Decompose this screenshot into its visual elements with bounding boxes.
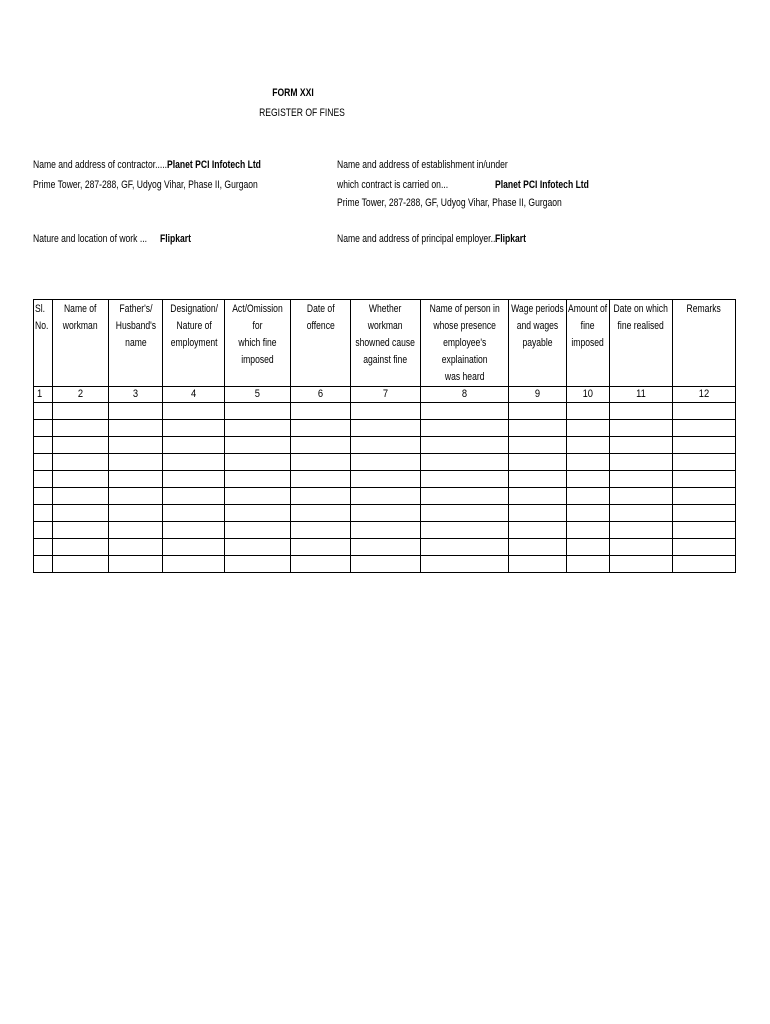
column-header-line: Name of — [64, 303, 97, 315]
table-cell — [53, 437, 109, 454]
table-cell — [53, 471, 109, 488]
table-cell — [109, 420, 163, 437]
table-cell — [672, 556, 735, 573]
table-cell — [567, 471, 610, 488]
table-cell — [421, 403, 509, 420]
table-cell — [421, 539, 509, 556]
column-number: 5 — [255, 388, 261, 400]
column-number: 9 — [534, 388, 541, 400]
table-cell — [567, 522, 610, 539]
table-cell — [351, 420, 421, 437]
column-number-cell — [291, 387, 351, 403]
table-cell — [34, 437, 53, 454]
table-row — [34, 539, 736, 556]
column-header-line: Act/Omission — [232, 303, 283, 315]
table-cell — [421, 488, 509, 505]
table-cell — [291, 403, 351, 420]
column-header-1 — [34, 300, 53, 387]
column-number: 12 — [698, 388, 709, 400]
column-header-line: Amount of — [568, 303, 608, 315]
table-cell — [421, 522, 509, 539]
column-header-line: Nature of — [176, 320, 212, 332]
column-number-cell — [163, 387, 225, 403]
column-header-4 — [163, 300, 225, 387]
column-header-line: was heard — [444, 371, 485, 383]
table-cell — [53, 522, 109, 539]
table-cell — [351, 403, 421, 420]
column-header-line: Whether workman — [368, 303, 403, 332]
column-header-text — [351, 300, 420, 369]
table-cell — [567, 454, 610, 471]
table-cell — [609, 556, 672, 573]
column-number-cell — [34, 387, 53, 403]
table-cell — [34, 454, 53, 471]
table-cell — [291, 522, 351, 539]
table-cell — [567, 539, 610, 556]
contractor-label: Name and address of contractor..... — [33, 159, 168, 171]
column-number-cell — [509, 387, 567, 403]
column-header-text — [567, 300, 609, 352]
column-header-text — [509, 300, 566, 352]
table-cell — [609, 420, 672, 437]
column-header-line: payable — [522, 337, 553, 349]
table-cell — [672, 522, 735, 539]
table-cell — [609, 539, 672, 556]
establishment-name: Planet PCI Infotech Ltd — [495, 179, 589, 191]
table-cell — [421, 471, 509, 488]
column-header-text — [673, 300, 735, 318]
table-cell — [291, 420, 351, 437]
table-cell — [225, 471, 291, 488]
column-header-line: Wage periods — [511, 303, 564, 315]
column-number: 11 — [635, 388, 646, 400]
table-cell — [672, 505, 735, 522]
table-cell — [225, 454, 291, 471]
table-cell — [351, 471, 421, 488]
table-cell — [567, 420, 610, 437]
column-header-line: workman — [63, 320, 99, 332]
table-cell — [163, 420, 225, 437]
column-number: 2 — [78, 388, 84, 400]
column-number: 3 — [133, 388, 139, 400]
table-cell — [672, 437, 735, 454]
column-header-line: whose presence — [433, 320, 496, 332]
column-header-line: offence — [306, 320, 335, 332]
column-header-line: name — [124, 337, 147, 349]
column-number: 4 — [191, 388, 197, 400]
table-row — [34, 488, 736, 505]
principal-employer-value: Flipkart — [495, 233, 526, 245]
table-cell — [509, 556, 567, 573]
table-row — [34, 556, 736, 573]
column-header-line: employment — [170, 337, 218, 349]
table-cell — [421, 556, 509, 573]
table-cell — [225, 556, 291, 573]
column-number-cell — [351, 387, 421, 403]
table-cell — [421, 454, 509, 471]
table-cell — [351, 556, 421, 573]
table-cell — [509, 420, 567, 437]
column-header-line: showned cause — [355, 337, 416, 349]
column-number-cell — [421, 387, 509, 403]
table-cell — [567, 488, 610, 505]
column-header-12 — [672, 300, 735, 387]
column-header-line: fine — [580, 320, 595, 332]
table-cell — [163, 556, 225, 573]
column-number: 10 — [582, 388, 594, 400]
table-cell — [509, 539, 567, 556]
column-header-7 — [351, 300, 421, 387]
column-header-line: No. — [35, 320, 49, 332]
column-header-line: which fine — [238, 337, 277, 349]
table-cell — [351, 454, 421, 471]
form-subtitle: REGISTER OF FINES — [259, 107, 345, 119]
table-cell — [109, 522, 163, 539]
table-cell — [163, 488, 225, 505]
table-cell — [53, 420, 109, 437]
establishment-label-line2: which contract is carried on... — [337, 179, 449, 191]
column-header-line: for — [252, 320, 263, 332]
column-header-9 — [509, 300, 567, 387]
column-number: 8 — [461, 388, 468, 400]
table-cell — [163, 471, 225, 488]
table-cell — [34, 522, 53, 539]
table-cell — [509, 471, 567, 488]
table-cell — [291, 488, 351, 505]
column-header-text — [35, 300, 49, 335]
table-cell — [609, 505, 672, 522]
table-cell — [291, 471, 351, 488]
table-cell — [53, 556, 109, 573]
table-cell — [509, 454, 567, 471]
table-cell — [291, 505, 351, 522]
table-cell — [163, 539, 225, 556]
column-header-text — [225, 300, 290, 369]
column-header-line: fine realised — [617, 320, 664, 332]
table-cell — [225, 420, 291, 437]
table-cell — [509, 488, 567, 505]
table-cell — [291, 437, 351, 454]
column-header-text — [291, 300, 350, 335]
table-cell — [225, 539, 291, 556]
column-header-text — [53, 300, 108, 335]
table-cell — [53, 488, 109, 505]
table-row — [34, 505, 736, 522]
table-cell — [672, 403, 735, 420]
table-cell — [163, 522, 225, 539]
table-cell — [609, 437, 672, 454]
column-header-text — [163, 300, 224, 352]
column-header-6 — [291, 300, 351, 387]
table-cell — [351, 505, 421, 522]
table-cell — [109, 454, 163, 471]
table-cell — [567, 505, 610, 522]
table-cell — [567, 437, 610, 454]
table-cell — [609, 454, 672, 471]
table-cell — [34, 420, 53, 437]
column-header-line: Sl. — [35, 303, 46, 315]
table-cell — [351, 539, 421, 556]
table-cell — [672, 471, 735, 488]
table-cell — [291, 539, 351, 556]
table-cell — [34, 403, 53, 420]
column-header-line: Designation/ — [169, 303, 218, 315]
column-header-line: and wages — [516, 320, 559, 332]
contractor-name: Planet PCI Infotech Ltd — [167, 159, 261, 171]
column-header-line: against fine — [363, 354, 408, 366]
column-header-line: Remarks — [686, 303, 721, 315]
column-header-line: imposed — [571, 337, 605, 349]
table-cell — [291, 454, 351, 471]
table-cell — [34, 488, 53, 505]
column-number-cell — [109, 387, 163, 403]
table-cell — [672, 420, 735, 437]
column-number-cell — [609, 387, 672, 403]
contractor-address: Prime Tower, 287-288, GF, Udyog Vihar, Phase II, Gurgaon — [33, 179, 258, 191]
table-row — [34, 454, 736, 471]
table-cell — [225, 403, 291, 420]
table-row — [34, 471, 736, 488]
contractor-line — [33, 158, 261, 172]
table-cell — [53, 539, 109, 556]
work-label: Nature and location of work ... — [33, 233, 147, 245]
column-header-line: Date of — [306, 303, 335, 315]
table-row — [34, 403, 736, 420]
table-cell — [53, 505, 109, 522]
work-value: Flipkart — [160, 233, 191, 245]
establishment-address: Prime Tower, 287-288, GF, Udyog Vihar, Phase II, Gurgaon — [337, 197, 562, 209]
column-number-cell — [567, 387, 610, 403]
table-cell — [672, 454, 735, 471]
table-cell — [421, 420, 509, 437]
table-header-row — [34, 300, 736, 387]
fines-register-table — [33, 299, 736, 573]
table-row — [34, 522, 736, 539]
column-header-text — [421, 300, 508, 386]
column-header-3 — [109, 300, 163, 387]
column-header-line: Name of person in — [429, 303, 500, 315]
table-cell — [109, 556, 163, 573]
column-number-cell — [53, 387, 109, 403]
column-header-10 — [567, 300, 610, 387]
column-number-cell — [672, 387, 735, 403]
table-cell — [163, 505, 225, 522]
table-cell — [34, 539, 53, 556]
column-header-8 — [421, 300, 509, 387]
column-header-11 — [609, 300, 672, 387]
column-header-text — [610, 300, 672, 335]
table-cell — [421, 505, 509, 522]
column-number-row — [34, 387, 736, 403]
column-number-cell — [225, 387, 291, 403]
table-cell — [609, 488, 672, 505]
table-cell — [109, 437, 163, 454]
table-cell — [291, 556, 351, 573]
establishment-label-line1: Name and address of establishment in/under — [337, 159, 508, 171]
table-cell — [109, 471, 163, 488]
column-header-line: employee's explaination — [441, 337, 488, 366]
table-cell — [34, 505, 53, 522]
table-cell — [351, 437, 421, 454]
column-header-2 — [53, 300, 109, 387]
column-header-line: Father's/ — [119, 303, 153, 315]
table-cell — [672, 488, 735, 505]
table-row — [34, 437, 736, 454]
table-cell — [109, 488, 163, 505]
table-cell — [421, 437, 509, 454]
table-cell — [672, 539, 735, 556]
table-cell — [109, 403, 163, 420]
table-cell — [225, 505, 291, 522]
table-cell — [163, 403, 225, 420]
table-cell — [567, 403, 610, 420]
table-cell — [34, 556, 53, 573]
table-cell — [351, 522, 421, 539]
column-header-5 — [225, 300, 291, 387]
table-cell — [225, 437, 291, 454]
table-cell — [567, 556, 610, 573]
table-cell — [163, 454, 225, 471]
table-cell — [351, 488, 421, 505]
principal-employer-label: Name and address of principal employer... — [337, 233, 498, 245]
table-cell — [609, 403, 672, 420]
table-cell — [109, 539, 163, 556]
table-cell — [53, 403, 109, 420]
table-cell — [225, 488, 291, 505]
table-row — [34, 420, 736, 437]
column-number: 6 — [317, 388, 324, 400]
table-cell — [109, 505, 163, 522]
table-cell — [509, 505, 567, 522]
column-header-line: Husband's — [115, 320, 156, 332]
table-cell — [34, 471, 53, 488]
table-cell — [509, 437, 567, 454]
table-cell — [509, 522, 567, 539]
table-cell — [225, 522, 291, 539]
column-header-line: Date on which — [613, 303, 668, 315]
table-cell — [53, 454, 109, 471]
column-header-line: imposed — [241, 354, 274, 366]
table-cell — [163, 437, 225, 454]
table-cell — [609, 471, 672, 488]
form-title: FORM XXI — [272, 87, 314, 99]
column-number: 1 — [37, 388, 43, 400]
table-cell — [609, 522, 672, 539]
table-cell — [509, 403, 567, 420]
column-header-text — [109, 300, 162, 352]
column-number: 7 — [382, 388, 389, 400]
